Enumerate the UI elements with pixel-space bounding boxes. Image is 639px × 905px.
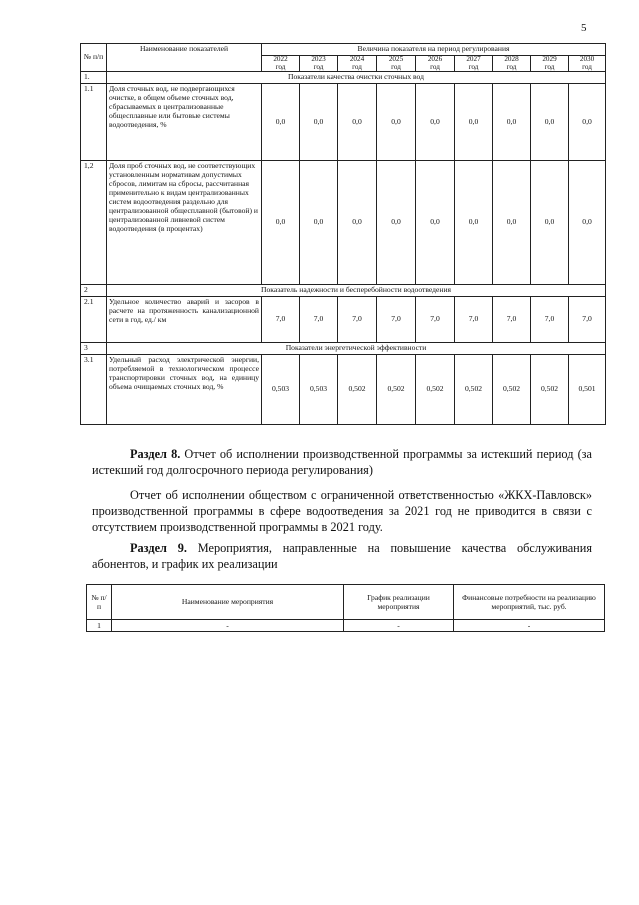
- indicator-value: 0,503: [300, 354, 338, 424]
- section-9-label: Раздел 9.: [130, 541, 187, 555]
- year-header: [455, 56, 493, 72]
- indicator-name: Доля сточных вод, не подвергающихся очистке, в общем объеме сточных вод, сбрасываемых в централизованные общесплавные или бытовые системы водоотведения, %: [107, 84, 262, 161]
- indicator-name: Доля проб сточных вод, не соответствующих установленным нормативам допустимых сбросов, лимитам на сбросы, рассчитанная применительно к видам централизованных систем водоотведения раздельно для централизованной общесплавной (бытовой) и централизованной ливневой систем водоотведения (в процентах): [107, 161, 262, 285]
- measures-body: [87, 620, 605, 632]
- section-title: Показатели энергетической эффективности: [107, 343, 606, 355]
- year-header: [338, 56, 377, 72]
- indicator-value: 7,0: [531, 297, 569, 343]
- year-value: 2023: [311, 55, 326, 63]
- measures-header-finance: Финансовые потребности на реализацию мероприятий, тыс. руб.: [454, 585, 605, 620]
- year-unit: год: [275, 62, 286, 71]
- year-value: 2027: [466, 55, 481, 63]
- row-number: 2.1: [81, 297, 107, 343]
- indicator-value: 0,0: [300, 84, 338, 161]
- indicator-value: 0,0: [377, 84, 416, 161]
- measures-cell-name: -: [112, 620, 344, 632]
- measures-header-num: № п/п: [87, 585, 112, 620]
- indicators-body: [81, 72, 606, 425]
- indicator-value: 0,0: [377, 161, 416, 285]
- measures-header-name: Наименование мероприятия: [112, 585, 344, 620]
- year-unit: год: [391, 62, 401, 71]
- indicator-value: 0,0: [531, 84, 569, 161]
- year-unit: год: [468, 62, 479, 71]
- year-header: [377, 56, 416, 72]
- indicator-value: 0,503: [262, 354, 300, 424]
- indicator-value: 0,0: [569, 161, 606, 285]
- page-number: 5: [581, 22, 587, 34]
- section-8-heading: [92, 447, 592, 479]
- indicator-value: 7,0: [455, 297, 493, 343]
- section-number: 2: [81, 285, 107, 297]
- section-8-title: Отчет об исполнении производственной программы за истекший период (за истекший год долгосрочного периода регулирования): [92, 447, 592, 477]
- indicator-value: 0,502: [377, 354, 416, 424]
- year-value: 2024: [349, 55, 365, 63]
- section-row: [81, 285, 606, 297]
- year-unit: год: [430, 62, 440, 71]
- section-title: Показатели качества очистки сточных вод: [107, 72, 606, 84]
- header-num: № п/п: [81, 44, 107, 72]
- indicator-name: Удельный расход электрической энергии, потребляемой в технологическом процессе транспортировки сточных вод, на единицу объема очищаемых сточных вод, %: [107, 354, 262, 424]
- section-title: Показатель надежности и бесперебойности водоотведения: [107, 285, 606, 297]
- measures-cell-finance: -: [454, 620, 605, 632]
- year-unit: год: [506, 62, 517, 71]
- indicator-name: Удельное количество аварий и засоров в расчете на протяженность канализационной сети в год, ед./ км: [107, 297, 262, 343]
- indicator-value: 0,501: [569, 354, 606, 424]
- indicator-value: 7,0: [493, 297, 531, 343]
- indicator-value: 7,0: [569, 297, 606, 343]
- measures-row: [87, 620, 605, 632]
- year-header: [569, 56, 606, 72]
- year-value: 2028: [504, 55, 519, 63]
- section-9-title: Мероприятия, направленные на повышение качества обслуживания абонентов, и график их реализации: [92, 541, 592, 571]
- section-9-heading: [92, 541, 592, 573]
- year-unit: год: [352, 62, 362, 71]
- year-value: 2022: [273, 55, 288, 63]
- section-number: 1.: [81, 72, 107, 84]
- table-row: [81, 161, 606, 285]
- year-header: [493, 56, 531, 72]
- indicator-value: 0,0: [569, 84, 606, 161]
- indicator-value: 0,0: [416, 84, 455, 161]
- row-number: 1.1: [81, 84, 107, 161]
- indicator-value: 7,0: [416, 297, 455, 343]
- indicator-value: 0,502: [416, 354, 455, 424]
- year-header: [262, 56, 300, 72]
- indicator-value: 7,0: [377, 297, 416, 343]
- year-header: [300, 56, 338, 72]
- row-number: 1,2: [81, 161, 107, 285]
- header-value-period: Величина показателя на период регулирования: [262, 44, 606, 56]
- indicator-value: 0,0: [531, 161, 569, 285]
- year-unit: год: [582, 62, 592, 71]
- indicator-value: 0,502: [455, 354, 493, 424]
- indicator-value: 0,0: [262, 161, 300, 285]
- table-header-row: [81, 44, 606, 56]
- measures-header-schedule: График реализации мероприятия: [344, 585, 454, 620]
- year-value: 2030: [579, 55, 595, 63]
- indicator-value: 0,502: [493, 354, 531, 424]
- indicator-value: 0,0: [455, 84, 493, 161]
- indicators-table: [80, 43, 606, 425]
- year-header: [531, 56, 569, 72]
- indicator-value: 7,0: [300, 297, 338, 343]
- indicator-value: 0,0: [416, 161, 455, 285]
- indicator-value: 0,502: [531, 354, 569, 424]
- year-value: 2026: [427, 55, 443, 63]
- measures-cell-num: 1: [87, 620, 112, 632]
- measures-cell-schedule: -: [344, 620, 454, 632]
- section-row: [81, 72, 606, 84]
- section-number: 3: [81, 343, 107, 355]
- table-row: [81, 297, 606, 343]
- indicator-value: 0,0: [493, 84, 531, 161]
- year-unit: год: [544, 62, 555, 71]
- year-header: [416, 56, 455, 72]
- indicator-value: 0,0: [262, 84, 300, 161]
- row-number: 3.1: [81, 354, 107, 424]
- section-8-body: Отчет об исполнении обществом с ограниченной ответственностью «ЖКХ-Павловск» производственной программы в сфере водоотведения за 2021 год не приводится в связи с отсутствием производственной программы в 2021 году.: [92, 488, 592, 534]
- indicator-value: 0,502: [338, 354, 377, 424]
- measures-header-row: [87, 585, 605, 620]
- indicator-value: 7,0: [338, 297, 377, 343]
- year-unit: год: [313, 62, 324, 71]
- indicator-value: 0,0: [338, 84, 377, 161]
- section-row: [81, 343, 606, 355]
- indicator-value: 7,0: [262, 297, 300, 343]
- indicator-value: 0,0: [338, 161, 377, 285]
- measures-table: [86, 584, 605, 632]
- year-value: 2029: [542, 55, 557, 63]
- header-name: Наименование показателей: [107, 44, 262, 72]
- year-value: 2025: [388, 55, 404, 63]
- section-8-label: Раздел 8.: [130, 447, 181, 461]
- indicator-value: 0,0: [455, 161, 493, 285]
- indicator-value: 0,0: [493, 161, 531, 285]
- table-row: [81, 354, 606, 424]
- indicator-value: 0,0: [300, 161, 338, 285]
- table-row: [81, 84, 606, 161]
